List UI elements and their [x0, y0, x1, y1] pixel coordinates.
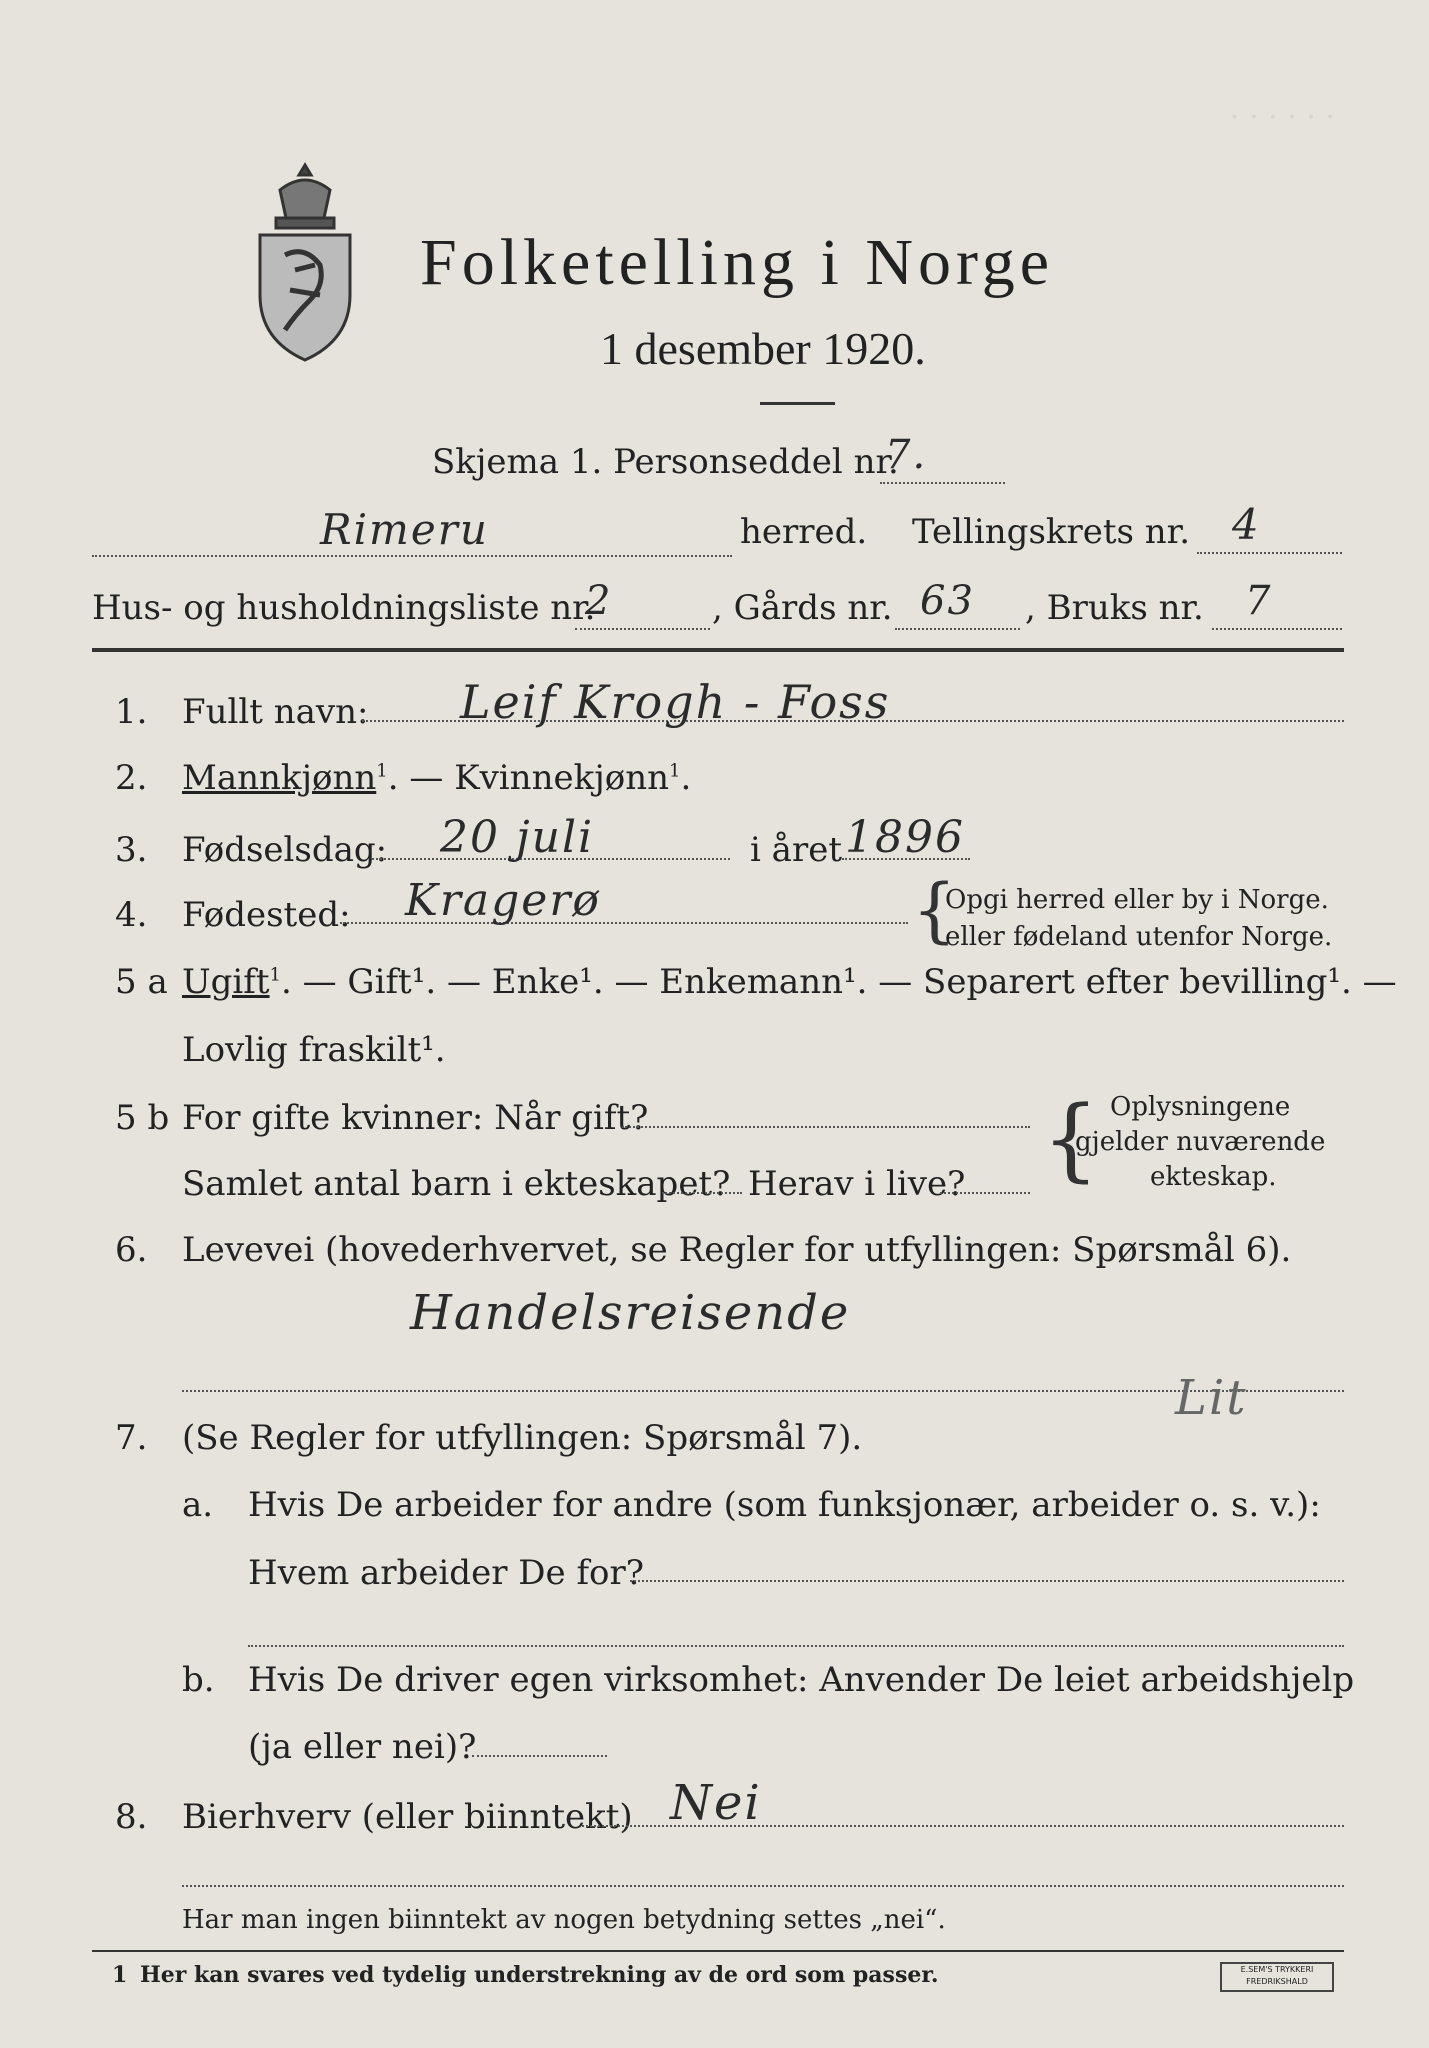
hus-field-line: [575, 628, 710, 630]
q2-number: 2.: [115, 758, 148, 798]
q6-mark: Lit: [1175, 1370, 1248, 1426]
q7a-field-line: [630, 1580, 1344, 1582]
herred-label: herred.: [740, 512, 868, 552]
q6-field-line: [182, 1390, 1344, 1392]
q5a-options: Ugift$^1$. — Gift¹. — Enke¹. — Enkemann¹. — Separert efter bevilling¹. —: [182, 962, 1397, 1002]
q4-brace: {: [912, 869, 957, 951]
skjema-field-line: [880, 482, 1005, 484]
herred-value[interactable]: Rimeru: [320, 505, 489, 554]
herred-field-line: [92, 555, 732, 557]
q5b-number: 5 b: [115, 1098, 170, 1138]
q2-separator: . —: [387, 758, 455, 798]
q5b-children-label: Samlet antal barn i ekteskapet?: [182, 1164, 731, 1204]
q7b-line-2: (ja eller nei)?: [248, 1727, 477, 1767]
q8-number: 8.: [115, 1797, 148, 1837]
q2-male-option[interactable]: Mannkjønn: [182, 758, 377, 798]
q5b-brace: {: [1042, 1087, 1100, 1192]
q3-year-label: i året: [750, 830, 842, 870]
q6-number: 6.: [115, 1230, 148, 1270]
skjema-value[interactable]: 7.: [885, 432, 928, 478]
q5b-alive-field-line: [940, 1192, 1030, 1194]
footer-note: Har man ingen biinntekt av nogen betydning settes „nei“.: [182, 1905, 946, 1935]
q6-label: Levevei (hovederhvervet, se Regler for utfyllingen: Spørsmål 6).: [182, 1230, 1292, 1270]
q4-label: Fødested:: [182, 895, 351, 935]
q7b-letter: b.: [182, 1660, 215, 1700]
gards-value[interactable]: 63: [920, 578, 975, 624]
coat-of-arms-icon: [250, 160, 360, 370]
q2-female-option[interactable]: Kvinnekjønn: [454, 758, 669, 798]
q1-number: 1.: [115, 692, 148, 732]
q7b-field-line: [472, 1755, 607, 1757]
q8-label: Bierhverv (eller biinntekt): [182, 1797, 633, 1837]
q5b-note-2: gjelder nuværende: [1075, 1127, 1326, 1157]
q3-year-value[interactable]: 1896: [845, 812, 965, 863]
q5b-alive-label: Herav i live?: [748, 1164, 966, 1204]
q4-number: 4.: [115, 895, 148, 935]
q8-field-line-2: [182, 1885, 1344, 1887]
q6-value[interactable]: Handelsreisende: [410, 1285, 851, 1341]
hus-label: Hus- og husholdningsliste nr.: [92, 588, 596, 628]
title-divider: [760, 402, 835, 405]
q5a-other-options: . — Gift¹. — Enke¹. — Enkemann¹. — Separert efter bevilling¹. —: [281, 962, 1397, 1002]
bruks-value[interactable]: 7: [1245, 578, 1273, 624]
q7a-line-2: Hvem arbeider De for?: [248, 1553, 644, 1593]
form-date: 1 desember 1920.: [600, 323, 926, 374]
q5b-note-3: ekteskap.: [1150, 1162, 1277, 1192]
q3-day-value[interactable]: 20 juli: [440, 812, 595, 863]
q4-note-2: eller fødeland utenfor Norge.: [945, 922, 1333, 952]
q8-value[interactable]: Nei: [670, 1775, 762, 1831]
q3-label: Fødselsdag:: [182, 830, 388, 870]
header-rule: [92, 648, 1344, 652]
footnote-number: 1: [112, 1962, 128, 1988]
gards-label: , Gårds nr.: [712, 588, 893, 628]
q1-value[interactable]: Leif Krogh - Foss: [460, 675, 891, 729]
q7a-letter: a.: [182, 1485, 214, 1525]
q2-end: .: [680, 758, 692, 798]
tellingskrets-field-line: [1197, 552, 1342, 554]
q7-number: 7.: [115, 1418, 148, 1458]
q2-options: Mannkjønn$^1$. — Kvinnekjønn$^1$.: [182, 758, 692, 798]
q7a-field-line-2: [248, 1645, 1344, 1647]
bleed-through-text: · · · · · ·: [1230, 100, 1335, 135]
bruks-field-line: [1212, 628, 1342, 630]
footnote-text: Her kan svares ved tydelig understrekning av de ord som passer.: [140, 1962, 939, 1988]
hus-value[interactable]: 2: [585, 578, 613, 624]
printer-stamp: E.SEM'S TRYKKERI FREDRIKSHALD: [1220, 1962, 1334, 1992]
q1-label: Fullt navn:: [182, 692, 369, 732]
q4-note-1: Opgi herred eller by i Norge.: [945, 885, 1329, 915]
q7-label: (Se Regler for utfyllingen: Spørsmål 7).: [182, 1418, 863, 1458]
q5a-number: 5 a: [115, 962, 168, 1002]
q5b-line-1: For gifte kvinner: Når gift?: [182, 1098, 649, 1138]
gards-field-line: [895, 628, 1020, 630]
q5a-ugift-option[interactable]: Ugift: [182, 962, 270, 1002]
q5b-children-field-line: [662, 1192, 742, 1194]
tellingskrets-label: Tellingskrets nr.: [912, 512, 1191, 552]
q7a-line-1: Hvis De arbeider for andre (som funksjonær, arbeider o. s. v.):: [248, 1485, 1321, 1525]
q5b-when-field-line: [622, 1126, 1030, 1128]
q3-number: 3.: [115, 830, 148, 870]
q5b-note-1: Oplysningene: [1110, 1092, 1291, 1122]
bruks-label: , Bruks nr.: [1025, 588, 1204, 628]
q7b-line-1: Hvis De driver egen virksomhet: Anvender De leiet arbeidshjelp: [248, 1660, 1355, 1700]
q5a-fraskilt-option[interactable]: Lovlig fraskilt¹.: [182, 1030, 446, 1070]
skjema-label: Skjema 1. Personseddel nr.: [432, 442, 899, 482]
form-title: Folketelling i Norge: [420, 226, 1055, 299]
q4-value[interactable]: Kragerø: [405, 875, 601, 926]
tellingskrets-value[interactable]: 4: [1232, 500, 1261, 549]
footer-rule: [92, 1950, 1344, 1952]
